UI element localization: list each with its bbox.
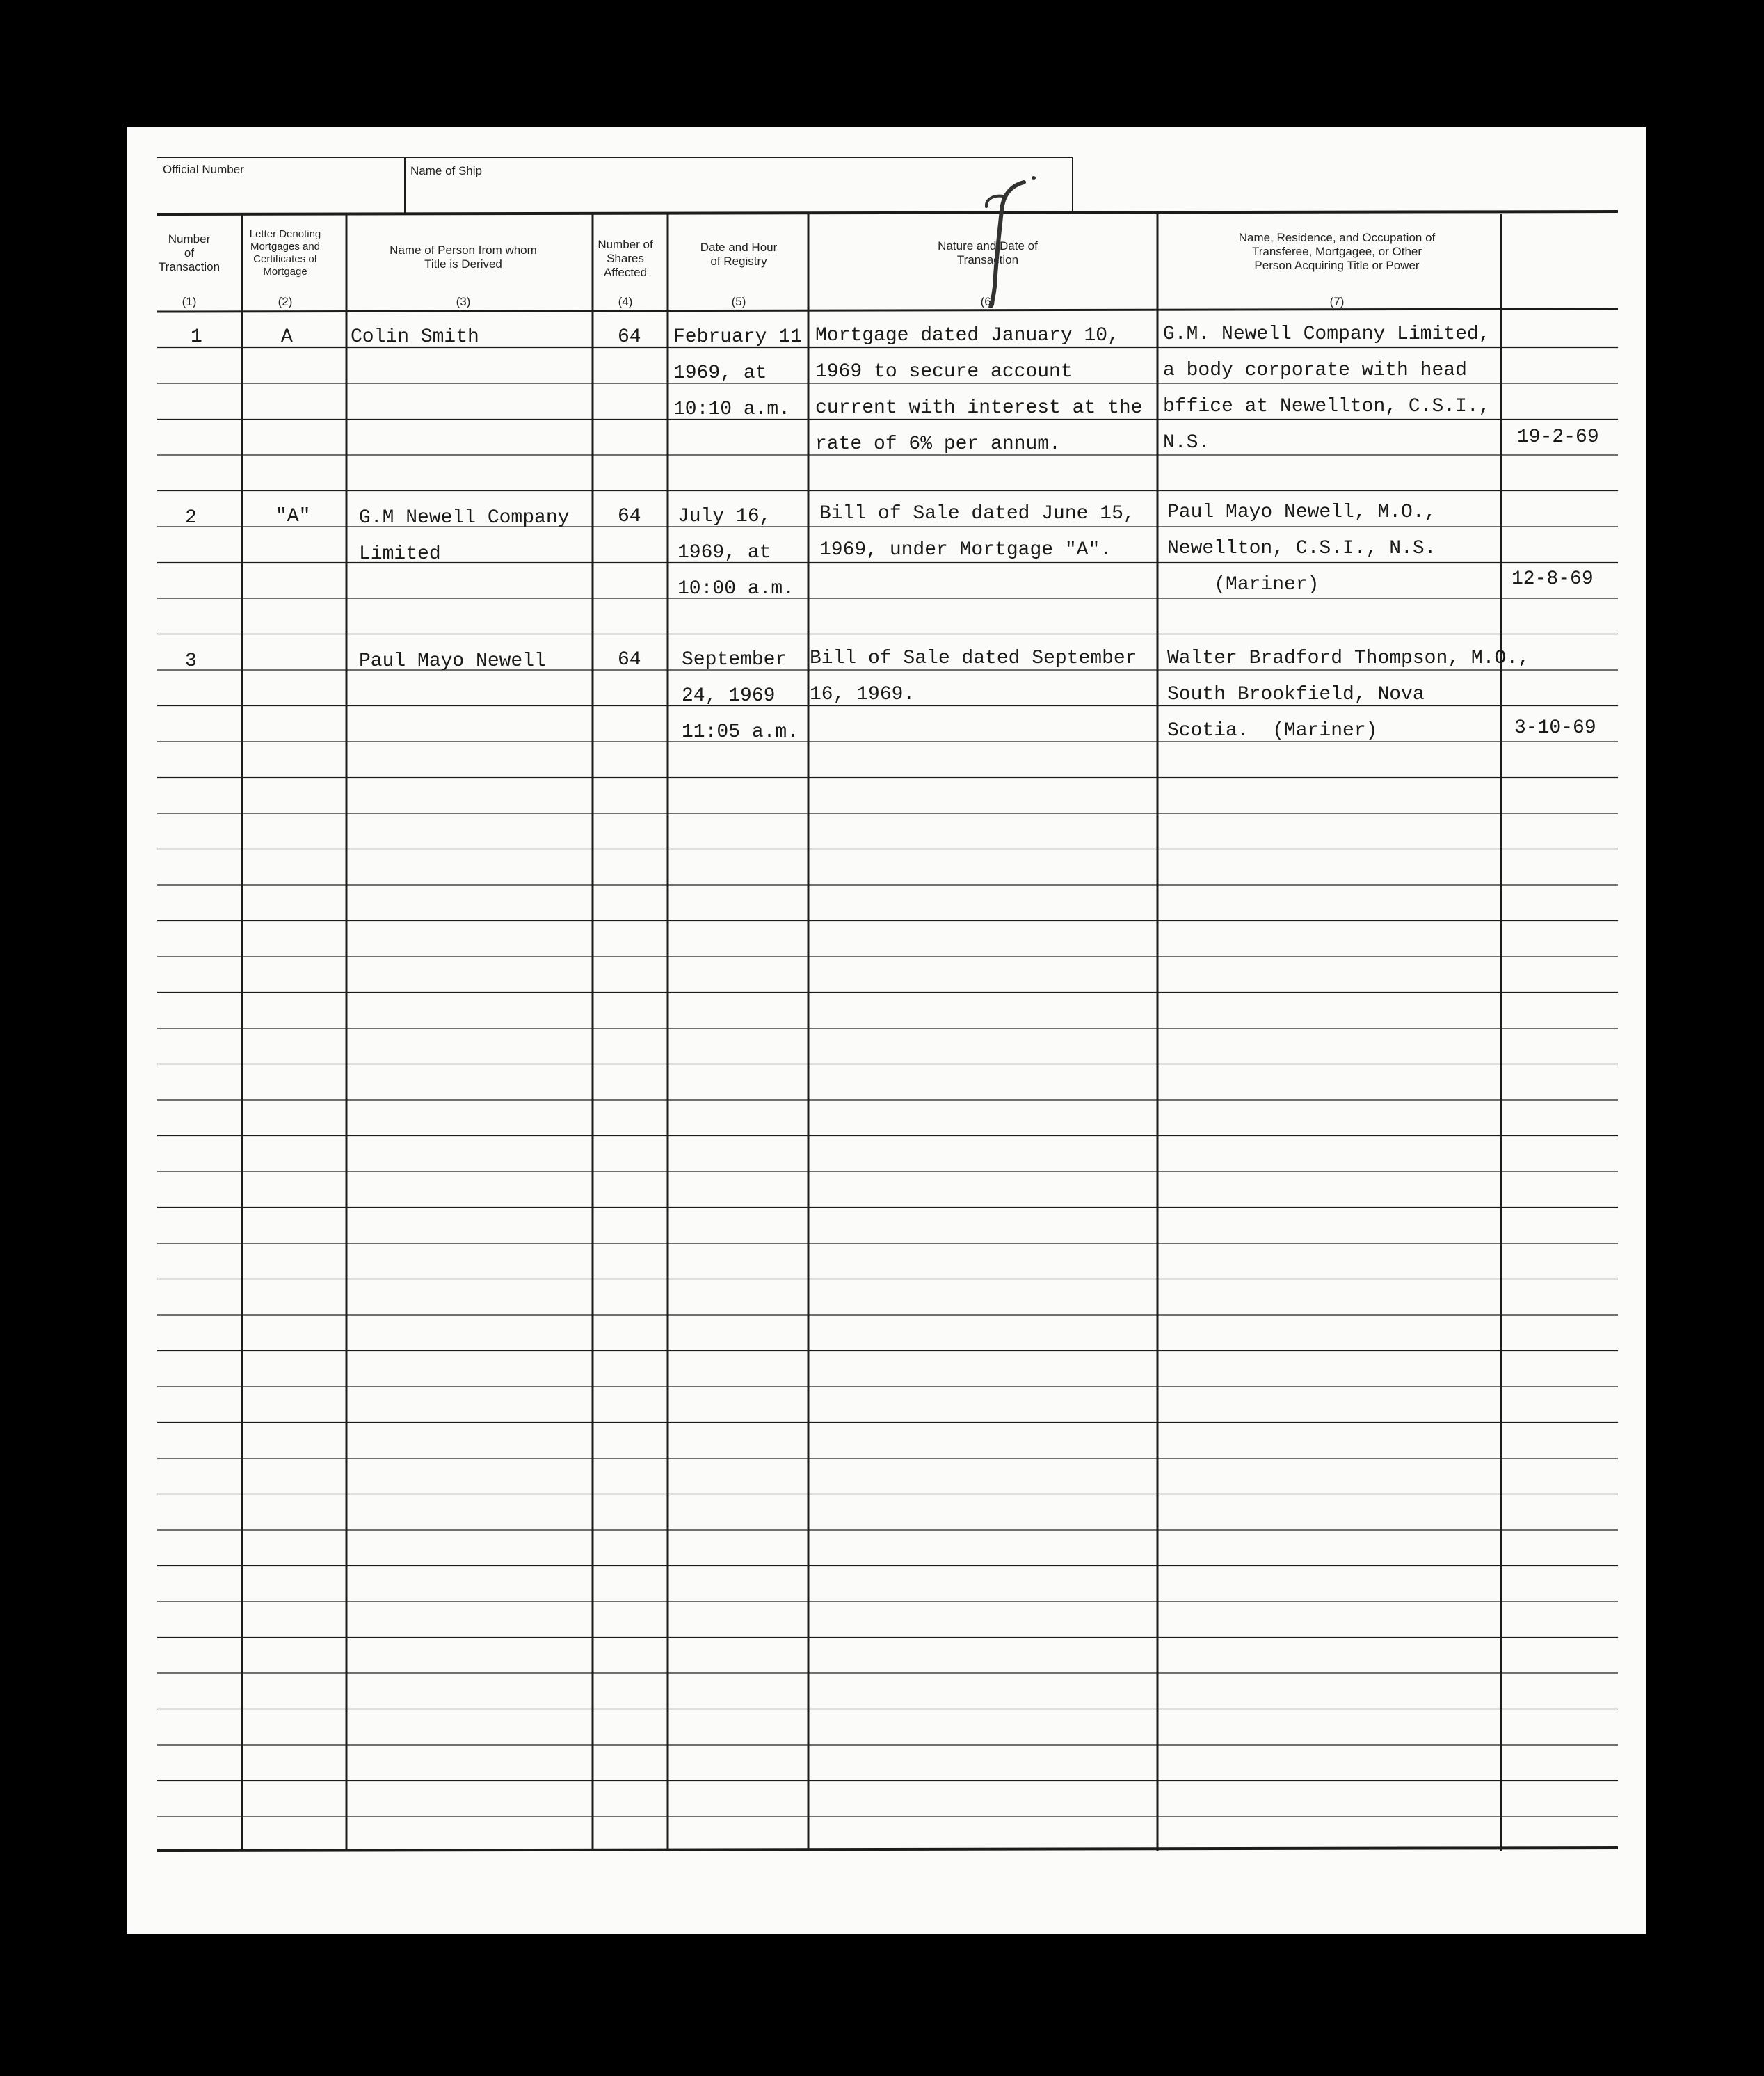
entry-2-nature-line: Bill of Sale dated June 15, bbox=[819, 503, 1135, 525]
entry-1-nature-line: current with interest at the bbox=[815, 397, 1143, 419]
entry-3-transferee-line: Walter Bradford Thompson, M.O., bbox=[1167, 648, 1530, 669]
column-header-transferee: Name, Residence, and Occupation of Transferee, Mortgagee, or Other Person Acquiring Title or Power (7) bbox=[1238, 231, 1436, 308]
entry-2-shares: 64 bbox=[618, 506, 641, 527]
header-bottom-rule bbox=[157, 309, 1618, 312]
entry-3-nature-line: Bill of Sale dated September bbox=[810, 648, 1137, 669]
entry-1-date-line: 10:10 a.m. bbox=[673, 399, 791, 420]
entry-2-person-line: Limited bbox=[359, 543, 441, 565]
entry-1-nature-line: rate of 6% per annum. bbox=[815, 433, 1061, 455]
entry-3-number: 3 bbox=[185, 650, 197, 672]
entry-1-date-line: February 11 bbox=[673, 326, 802, 348]
handwritten-mark bbox=[961, 168, 1045, 308]
entry-2-letter: "A" bbox=[275, 506, 311, 527]
entry-1-shares: 64 bbox=[618, 326, 641, 348]
header-top-rule bbox=[157, 211, 1618, 214]
entry-2-date-line: July 16, bbox=[677, 506, 771, 527]
entry-1-transferee-line: N.S. bbox=[1163, 432, 1210, 454]
entry-1-date-line: 1969, at bbox=[673, 362, 767, 384]
entry-3-person: Paul Mayo Newell bbox=[359, 650, 546, 672]
entry-2-date-line: 1969, at bbox=[677, 542, 771, 564]
entry-2-date-line: 10:00 a.m. bbox=[677, 578, 795, 600]
entry-2-person-line: G.M Newell Company bbox=[359, 507, 570, 529]
entry-2-nature-line: 1969, under Mortgage "A". bbox=[819, 539, 1112, 561]
official-number-label: Official Number bbox=[163, 163, 244, 176]
entry-2-number: 2 bbox=[185, 507, 197, 529]
entry-3-transferee-line: South Brookfield, Nova bbox=[1167, 684, 1425, 705]
entry-3-endorsement: 3-10-69 bbox=[1514, 717, 1596, 739]
entry-2-endorsement: 12-8-69 bbox=[1512, 568, 1594, 590]
column-header-transaction-number: Number of Transaction (1) bbox=[158, 232, 220, 308]
entry-3-date-line: 11:05 a.m. bbox=[682, 721, 799, 743]
entry-3-nature-line: 16, 1969. bbox=[810, 684, 915, 705]
column-header-person: Name of Person from whom Title is Derived (3) bbox=[390, 243, 537, 308]
entry-3-date-line: September bbox=[682, 649, 787, 671]
column-header-nature: Nature and Date of Transaction (6) bbox=[938, 239, 1038, 308]
register-page bbox=[127, 127, 1646, 1934]
entry-1-person: Colin Smith bbox=[351, 326, 479, 348]
column-header-date: Date and Hour of Registry (5) bbox=[700, 241, 778, 308]
entry-3-transferee-line: Scotia. (Mariner) bbox=[1167, 720, 1378, 742]
entry-1-transferee-line: G.M. Newell Company Limited, bbox=[1163, 324, 1491, 345]
entry-1-transferee-line: bffice at Newellton, C.S.I., bbox=[1163, 396, 1491, 417]
entry-1-nature-line: Mortgage dated January 10, bbox=[815, 325, 1119, 346]
entry-1-endorsement: 19-2-69 bbox=[1517, 426, 1599, 448]
entry-2-transferee-line: Newellton, C.S.I., N.S. bbox=[1167, 538, 1436, 559]
bottom-rule bbox=[157, 1848, 1618, 1851]
entry-3-shares: 64 bbox=[618, 649, 641, 671]
entry-1-number: 1 bbox=[191, 326, 202, 348]
entry-2-transferee-line: Paul Mayo Newell, M.O., bbox=[1167, 502, 1436, 523]
entry-1-letter: A bbox=[281, 326, 293, 348]
entry-3-date-line: 24, 1969 bbox=[682, 685, 776, 707]
column-header-letter: Letter Denoting Mortgages and Certificates of Mortgage (2) bbox=[249, 228, 321, 308]
name-of-ship-label: Name of Ship bbox=[410, 164, 482, 177]
entry-1-transferee-line: a body corporate with head bbox=[1163, 360, 1467, 381]
entry-2-transferee-line: (Mariner) bbox=[1167, 574, 1320, 596]
entry-1-nature-line: 1969 to secure account bbox=[815, 361, 1073, 383]
column-header-shares: Number of Shares Affected (4) bbox=[598, 238, 653, 308]
